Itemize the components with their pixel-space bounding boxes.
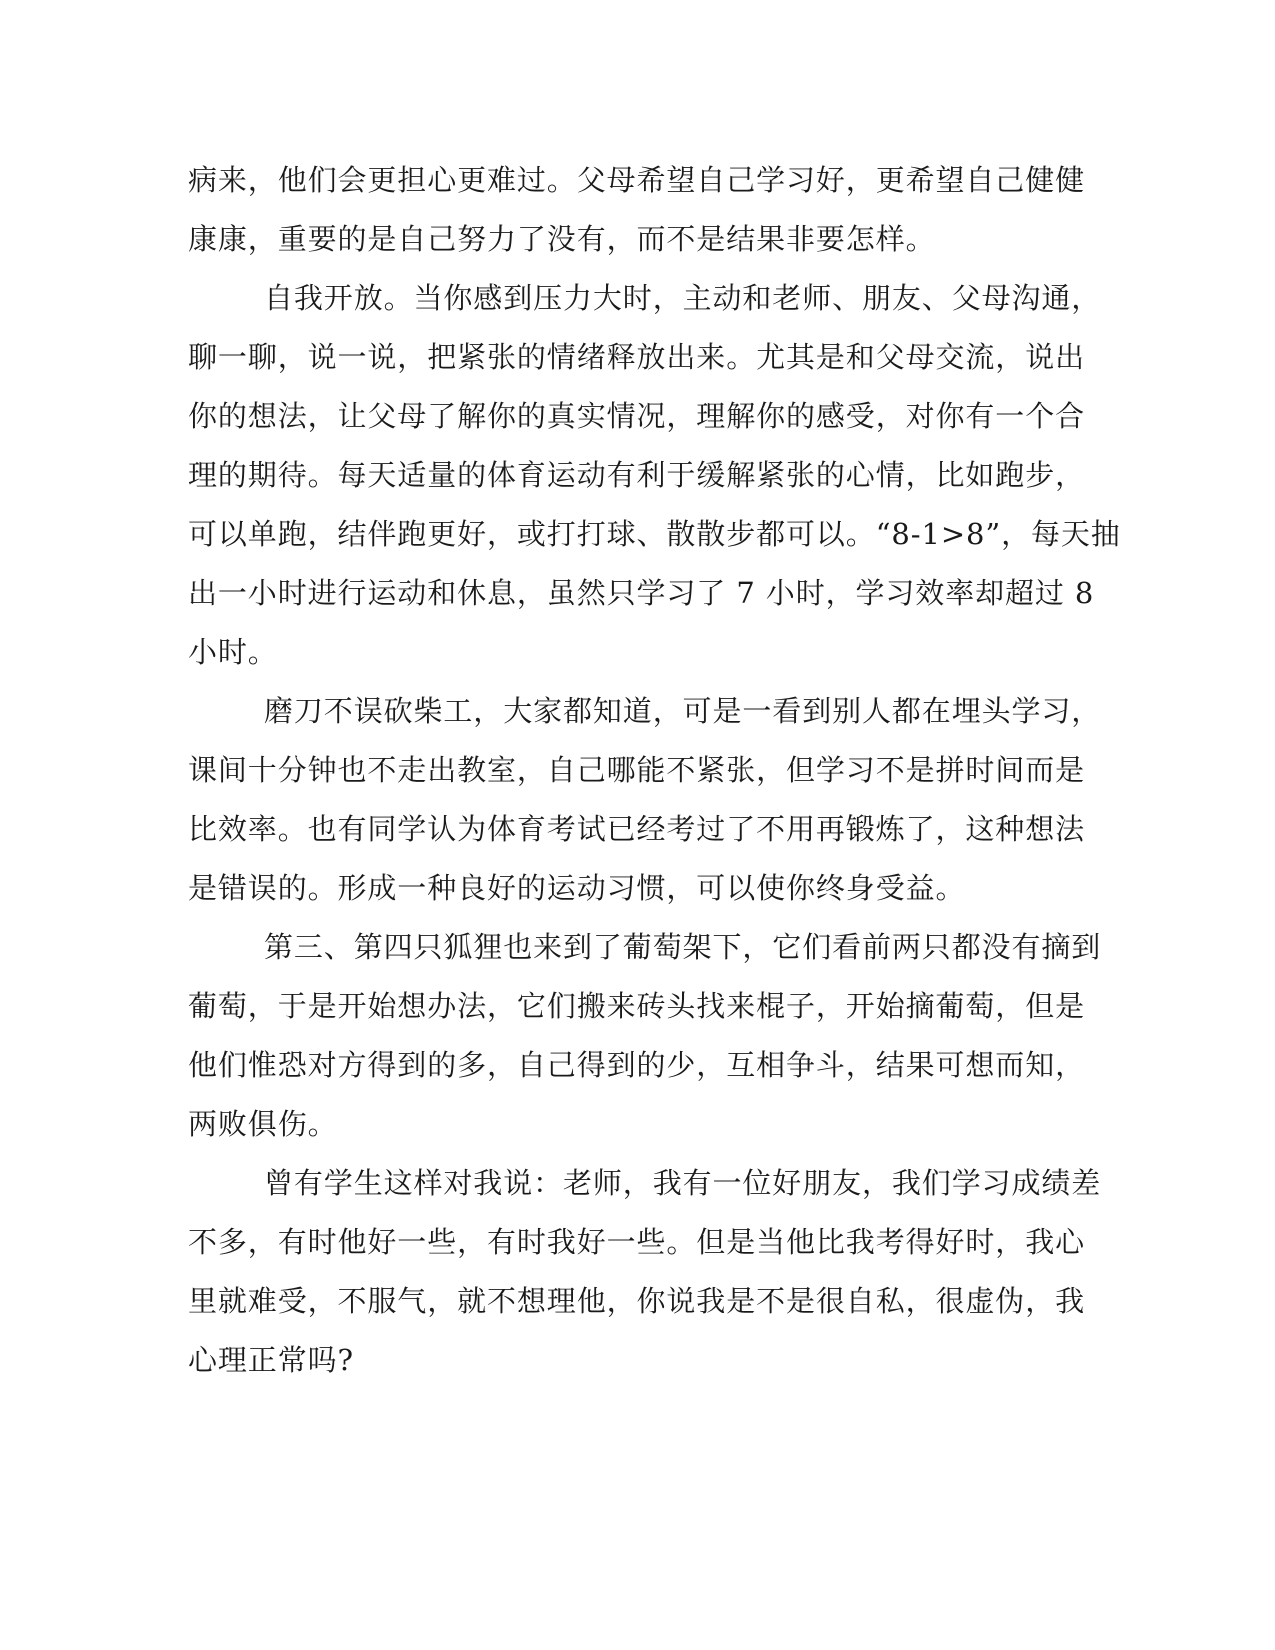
text-line: 你的想法，让父母了解你的真实情况，理解你的感受，对你有一个合 xyxy=(188,399,1086,433)
text-line: 是错误的。形成一种良好的运动习惯，可以使你终身受益。 xyxy=(188,871,966,905)
text-line: 理的期待。每天适量的体育运动有利于缓解紧张的心情，比如跑步， xyxy=(188,458,1086,492)
text-line: 心理正常吗? xyxy=(188,1343,354,1377)
paragraph-start-line: 自我开放。当你感到压力大时，主动和老师、朋友、父母沟通， xyxy=(264,281,1102,315)
paragraph-start-line: 曾有学生这样对我说：老师，我有一位好朋友，我们学习成绩差 xyxy=(264,1166,1102,1200)
text-line: 两败俱伤。 xyxy=(188,1107,338,1141)
text-line: 康康，重要的是自己努力了没有，而不是结果非要怎样。 xyxy=(188,222,936,256)
text-line: 里就难受，不服气，就不想理他，你说我是不是很自私，很虚伪，我 xyxy=(188,1284,1086,1318)
text-line: 小时。 xyxy=(188,635,278,669)
text-line: 聊一聊，说一说，把紧张的情绪释放出来。尤其是和父母交流，说出 xyxy=(188,340,1086,374)
text-line: 他们惟恐对方得到的多，自己得到的少，互相争斗，结果可想而知， xyxy=(188,1048,1086,1082)
paragraph-start-line: 磨刀不误砍柴工，大家都知道，可是一看到别人都在埋头学习， xyxy=(264,694,1102,728)
text-line: 比效率。也有同学认为体育考试已经考过了不用再锻炼了，这种想法 xyxy=(188,812,1086,846)
text-line: 可以单跑，结伴跑更好，或打打球、散散步都可以。“8-1>8”，每天抽 xyxy=(188,517,1121,551)
text-line: 课间十分钟也不走出教室，自己哪能不紧张，但学习不是拼时间而是 xyxy=(188,753,1086,787)
text-line: 病来，他们会更担心更难过。父母希望自己学习好，更希望自己健健 xyxy=(188,163,1086,197)
text-line: 葡萄，于是开始想办法，它们搬来砖头找来棍子，开始摘葡萄，但是 xyxy=(188,989,1086,1023)
paragraph-start-line: 第三、第四只狐狸也来到了葡萄架下，它们看前两只都没有摘到 xyxy=(264,930,1102,964)
text-line: 不多，有时他好一些，有时我好一些。但是当他比我考得好时，我心 xyxy=(188,1225,1086,1259)
text-line: 出一小时进行运动和休息，虽然只学习了 7 小时，学习效率却超过 8 xyxy=(188,576,1095,610)
